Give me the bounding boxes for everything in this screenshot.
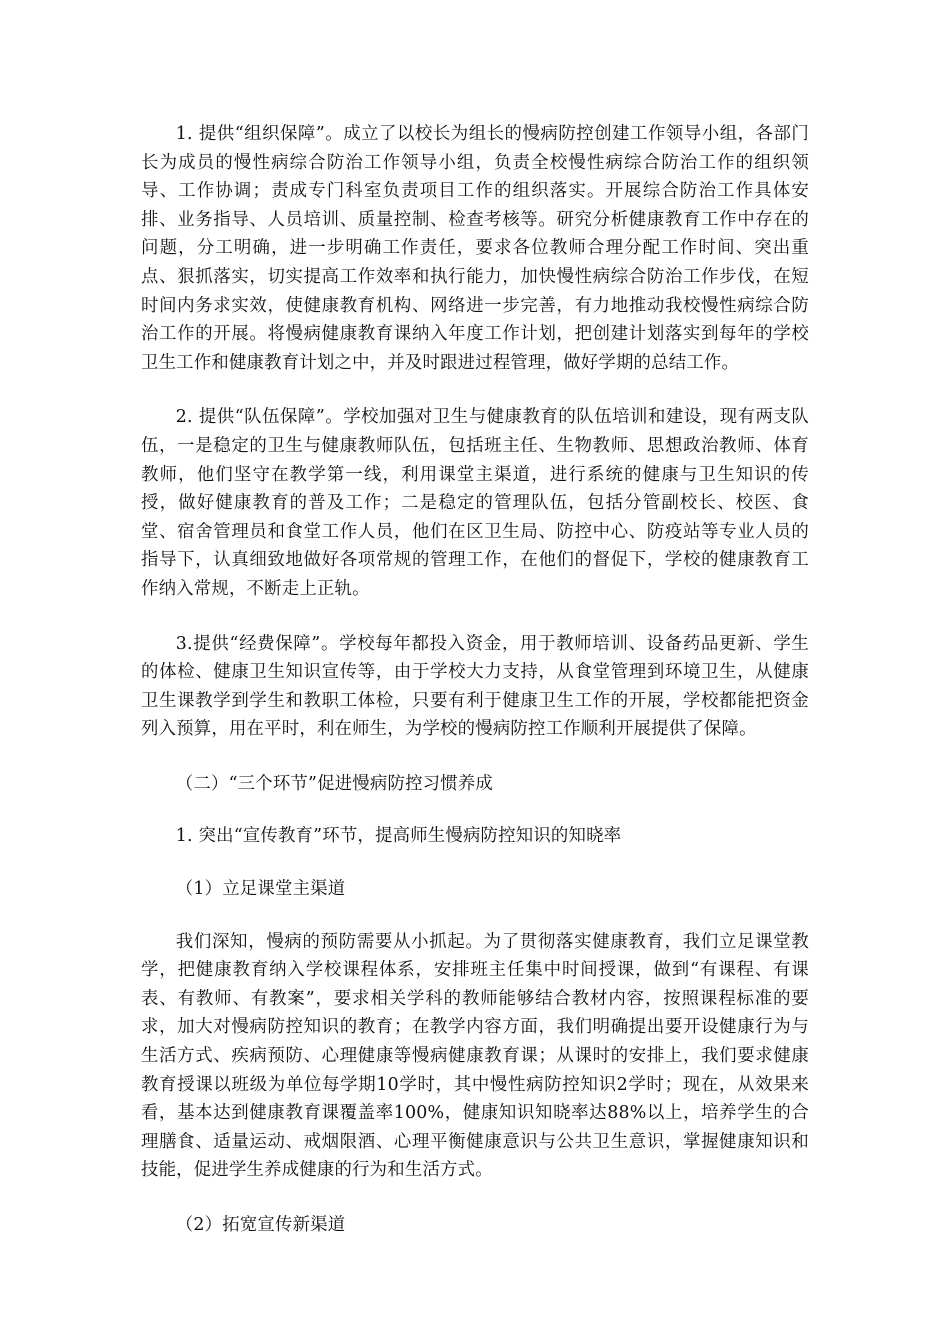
section-heading-three-links: （二）“三个环节”促进慢病防控习惯养成 <box>175 773 494 794</box>
subheading-classroom-channel: （1）立足课堂主渠道 <box>175 879 346 900</box>
paragraph-team-guarantee: 2. 提供“队伍保障”。学校加强对卫生与健康教育的队伍培训和建设，现有两支队伍，一是稳定的卫生与健康教师队伍，包括班主任、生物教师、思想政治教师、体育教师，他们坚守在教学第一线，利用课堂主渠道，进行系统的健康与卫生知识的传授，做好健康教育的普及工作；二是稳定的管理队伍，包括分管副校长、校医、食堂、宿舍管理员和食堂工作人员，他们在区卫生局、防控中心、防疫站等专业人员的指导下，认真细致地做好各项常规的管理工作，在他们的督促下，学校的健康教育工作纳入常规，不断走上正轨。 <box>141 407 809 599</box>
subheading-new-publicity-channels: （2）拓宽宣传新渠道 <box>175 1215 346 1235</box>
paragraph-funding-guarantee: 3.提供“经费保障”。学校每年都投入资金，用于教师培训、设备药品更新、学生的体检、健康卫生知识宣传等，由于学校大力支持，从食堂管理到环境卫生，从健康卫生课教学到学生和教职工体检，只要有利于健康卫生工作的开展，学校都能把资金列入预算，用在平时，利在师生，为学校的慢病防控工作顺利开展提供了保障。 <box>141 633 809 740</box>
paragraph-classroom-teaching: 我们深知，慢病的预防需要从小抓起。为了贯彻落实健康教育，我们立足课堂教学，把健康教育纳入学校课程体系，安排班主任集中时间授课，做到“有课程、有课表、有教师、有教案”，要求相关学科的教师能够结合教材内容，按照课程标准的要求，加大对慢病防控知识的教育；在教学内容方面，我们明确提出要开设健康行为与生活方式、疾病预防、心理健康等慢病健康教育课；从课时的安排上，我们要求健康教育授课以班级为单位每学期10学时，其中慢性病防控知识2学时；现在，从效果来看，基本达到健康教育课覆盖率100%，健康知识知晓率达88%以上，培养学生的合理膳食、适量运动、戒烟限酒、心理平衡健康意识与公共卫生意识，掌握健康知识和技能，促进学生养成健康的行为和生活方式。 <box>141 931 809 1181</box>
paragraph-organization-guarantee: 1. 提供“组织保障”。成立了以校长为组长的慢病防控创建工作领导小组，各部门长为成员的慢性病综合防治工作领导小组，负责全校慢性病综合防治工作的组织领导、工作协调；责成专门科室负责项目工作的组织落实。开展综合防治工作具体安排、业务指导、人员培训、质量控制、检查考核等。研究分析健康教育工作中存在的问题，分工明确，进一步明确工作责任，要求各位教师合理分配工作时间、突出重点、狠抓落实，切实提高工作效率和执行能力，加快慢性病综合防治工作步伐，在短时间内务求实效，使健康教育机构、网络进一步完善，有力地推动我校慢性病综合防治工作的开展。将慢病健康教育课纳入年度工作计划，把创建计划落实到每年的学校卫生工作和健康教育计划之中，并及时跟进过程管理，做好学期的总结工作。 <box>141 124 809 373</box>
document-page <box>141 120 809 1264</box>
subheading-publicity-education: 1. 突出“宣传教育”环节，提高师生慢病防控知识的知晓率 <box>175 826 622 847</box>
